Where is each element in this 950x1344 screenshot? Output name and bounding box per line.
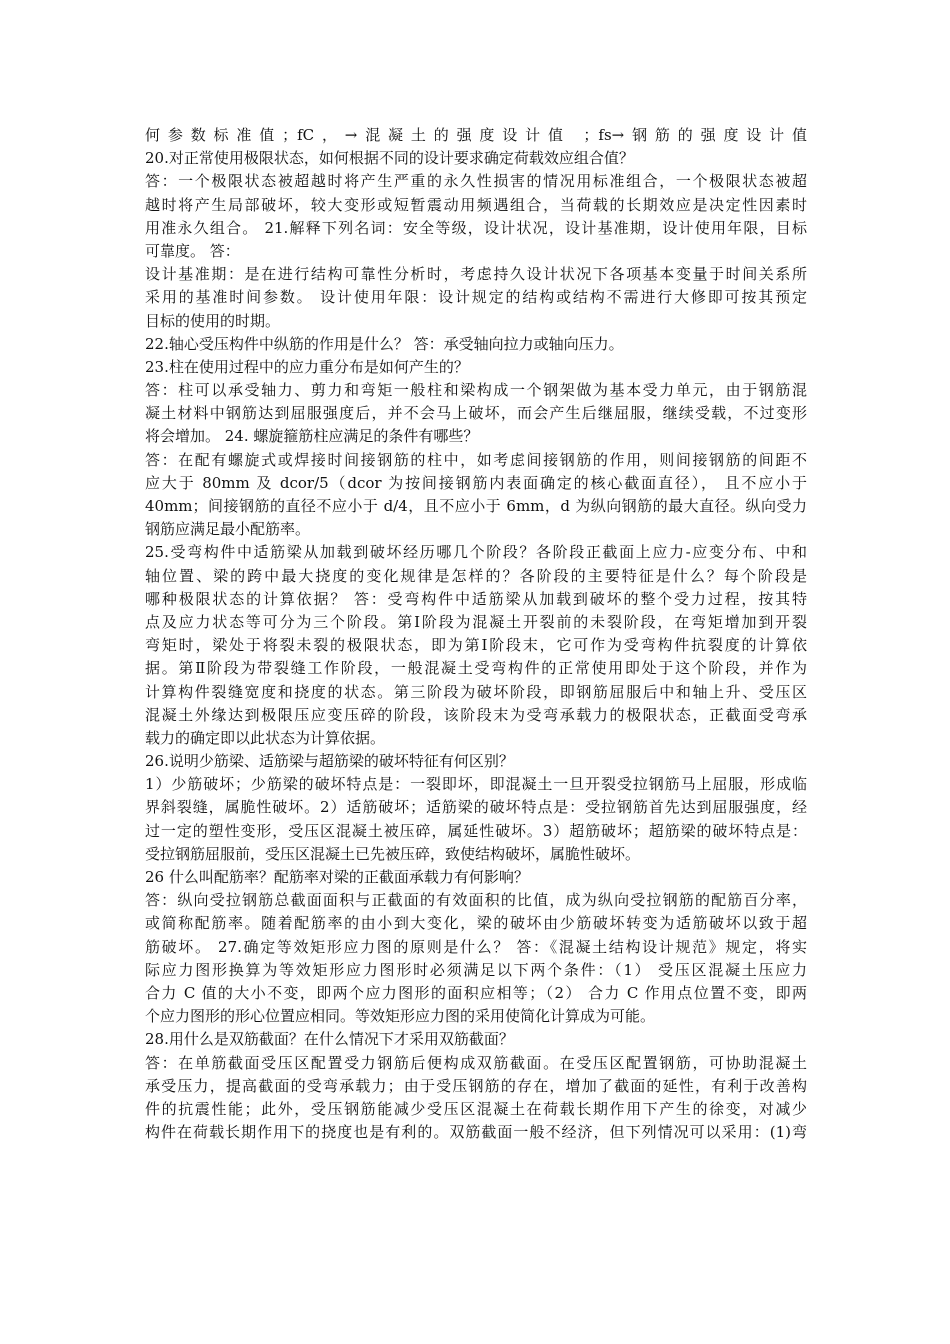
text-line: 越时将产生局部破坏，较大变形或短暂震动用频遇组合，当荷载的长期效应是决定性因素时 bbox=[145, 195, 807, 214]
text-line: 1）少筋破坏；少筋梁的破坏特点是：一裂即坏，即混凝土一旦开裂受拉钢筋马上屈服，形成临 bbox=[145, 775, 807, 794]
text-line: 何参数标准值；fC，→混凝土的强度设计值 ；fs→钢筋的强度设计值 bbox=[145, 126, 807, 144]
text-line: 轴位置、梁的跨中最大挠度的变化规律是怎样的？各阶段的主要特征是什么？每个阶段是 bbox=[145, 566, 807, 585]
text-line: 件的抗震性能；此外，受压钢筋能减少受压区混凝土在荷载长期作用下产生的徐变，对减少 bbox=[145, 1099, 807, 1118]
text-line: 可靠度。 答： bbox=[145, 241, 240, 260]
text-line: 点及应力状态等可分为三个阶段。第Ⅰ阶段为混凝土开裂前的未裂阶段，在弯矩增加到开裂 bbox=[145, 612, 807, 631]
text-line: 凝土材料中钢筋达到屈服强度后，并不会马上破坏，而会产生后继屈服，继续受载，不过变形 bbox=[145, 404, 807, 423]
text-line: 据。第Ⅱ阶段为带裂缝工作阶段，一般混凝土受弯构件的正常使用即处于这个阶段，并作为 bbox=[145, 659, 807, 678]
text-line: 混凝土外缘达到极限压应变压碎的阶段，该阶段末为受弯承载力的极限状态，正截面受弯承 bbox=[145, 705, 807, 724]
text-line: 承受压力，提高截面的受弯承载力；由于受压钢筋的存在，增加了截面的延性，有利于改善构 bbox=[145, 1076, 807, 1095]
text-line: 应大于 80mm 及 dcor/5（dcor 为按间接钢筋内表面确定的核心截面直径）， 且不应小于 bbox=[145, 473, 807, 492]
text-line: 构件在荷载长期作用下的挠度也是有利的。双筋截面一般不经济，但下列情况可以采用：(1)弯 bbox=[145, 1123, 807, 1142]
text-line: 答：柱可以承受轴力、剪力和弯矩一般柱和梁构成一个钢架做为基本受力单元，由于钢筋混 bbox=[145, 381, 807, 400]
text-line: 受拉钢筋屈服前，受压区混凝土已先被压碎，致使结构破坏，属脆性破坏。 bbox=[145, 844, 641, 863]
text-line: 设计基准期：是在进行结构可靠性分析时，考虑持久设计状况下各项基本变量于时间关系所 bbox=[145, 265, 807, 284]
question-22-heading: 22.轴心受压构件中纵筋的作用是什么？ 答：承受轴向拉力或轴向压力。 bbox=[145, 334, 624, 353]
text-line: 答：在单筋截面受压区配置受力钢筋后便构成双筋截面。在受压区配置钢筋，可协助混凝土 bbox=[145, 1053, 807, 1072]
text-line: 过一定的塑性变形，受压区混凝土被压碎，属延性破坏。3）超筋破坏；超筋梁的破坏特点是： bbox=[145, 821, 807, 840]
text-line: 40mm；间接钢筋的直径不应小于 d/4，且不应小于 6mm，d 为纵向钢筋的最大直径。纵向受力 bbox=[145, 497, 807, 515]
text-line: 个应力图形的形心位置应相同。等效矩形应力图的采用使简化计算成为可能。 bbox=[145, 1007, 656, 1026]
question-28-heading: 28.用什么是双筋截面？在什么情况下才采用双筋截面？ bbox=[145, 1030, 514, 1049]
text-line: 钢筋应满足最小配筋率。 bbox=[145, 520, 311, 539]
text-line: 际应力图形换算为等效矩形应力图形时必须满足以下两个条件：（1） 受压区混凝土压应力 bbox=[145, 960, 807, 979]
text-line: 计算构件裂缝宽度和挠度的状态。第三阶段为破坏阶段，即钢筋屈服后中和轴上升、受压区 bbox=[145, 682, 807, 701]
text-line: 载力的确定即以此状态为计算依据。 bbox=[145, 728, 386, 747]
text-line: 采用的基准时间参数。 设计使用年限：设计规定的结构或结构不需进行大修即可按其预定 bbox=[145, 288, 807, 307]
text-line: 答：纵向受拉钢筋总截面面积与正截面的有效面积的比值，成为纵向受拉钢筋的配筋百分率， bbox=[145, 891, 807, 910]
question-26-heading: 26.说明少筋梁、适筋梁与超筋梁的破坏特征有何区别？ bbox=[145, 752, 514, 771]
text-line: 将会增加。 24. 螺旋箍筋柱应满足的条件有哪些？ bbox=[145, 427, 479, 446]
text-line: 弯矩时，梁处于将裂未裂的极限状态，即为第Ⅰ阶段末，它可作为受弯构件抗裂度的计算依 bbox=[145, 636, 807, 655]
text-line: 或简称配筋率。随着配筋率的由小到大变化，梁的破坏由少筋破坏转变为适筋破坏以致于超 bbox=[145, 914, 807, 933]
text-line: 答：一个极限状态被超越时将产生严重的永久性损害的情况用标准组合，一个极限状态被超 bbox=[145, 172, 807, 191]
question-25-heading: 25.受弯构件中适筋梁从加载到破坏经历哪几个阶段？各阶段正截面上应力-应变分布、中和 bbox=[145, 543, 807, 562]
text-line: 目标的使用的时期。 bbox=[145, 311, 281, 330]
document-body bbox=[145, 124, 807, 1144]
question-20-heading: 20.对正常使用极限状态，如何根据不同的设计要求确定荷载效应组合值？ bbox=[145, 149, 634, 168]
text-line: 界斜裂缝，属脆性破坏。2）适筋破坏；适筋梁的破坏特点是：受拉钢筋首先达到屈服强度，经 bbox=[145, 798, 807, 817]
text-line: 答：在配有螺旋式或焊接时间接钢筋的柱中，如考虑间接钢筋的作用，则间接钢筋的间距不 bbox=[145, 450, 807, 469]
question-26b-heading: 26 什么叫配筋率？配筋率对梁的正截面承载力有何影响？ bbox=[145, 868, 529, 886]
text-line: 筋破坏。 27.确定等效矩形应力图的原则是什么？ 答：《混凝土结构设计规范》规定，将实 bbox=[145, 937, 807, 956]
question-23-heading: 23.柱在使用过程中的应力重分布是如何产生的？ bbox=[145, 357, 469, 376]
text-line: 哪种极限状态的计算依据？ 答：受弯构件中适筋梁从加载到破坏的整个受力过程，按其特 bbox=[145, 589, 807, 608]
text-line: 合力 C 值的大小不变，即两个应力图形的面积应相等；（2） 合力 C 作用点位置不变，即两 bbox=[145, 983, 807, 1002]
text-line: 用准永久组合。 21.解释下列名词：安全等级，设计状况，设计基准期，设计使用年限，目标 bbox=[145, 218, 807, 237]
